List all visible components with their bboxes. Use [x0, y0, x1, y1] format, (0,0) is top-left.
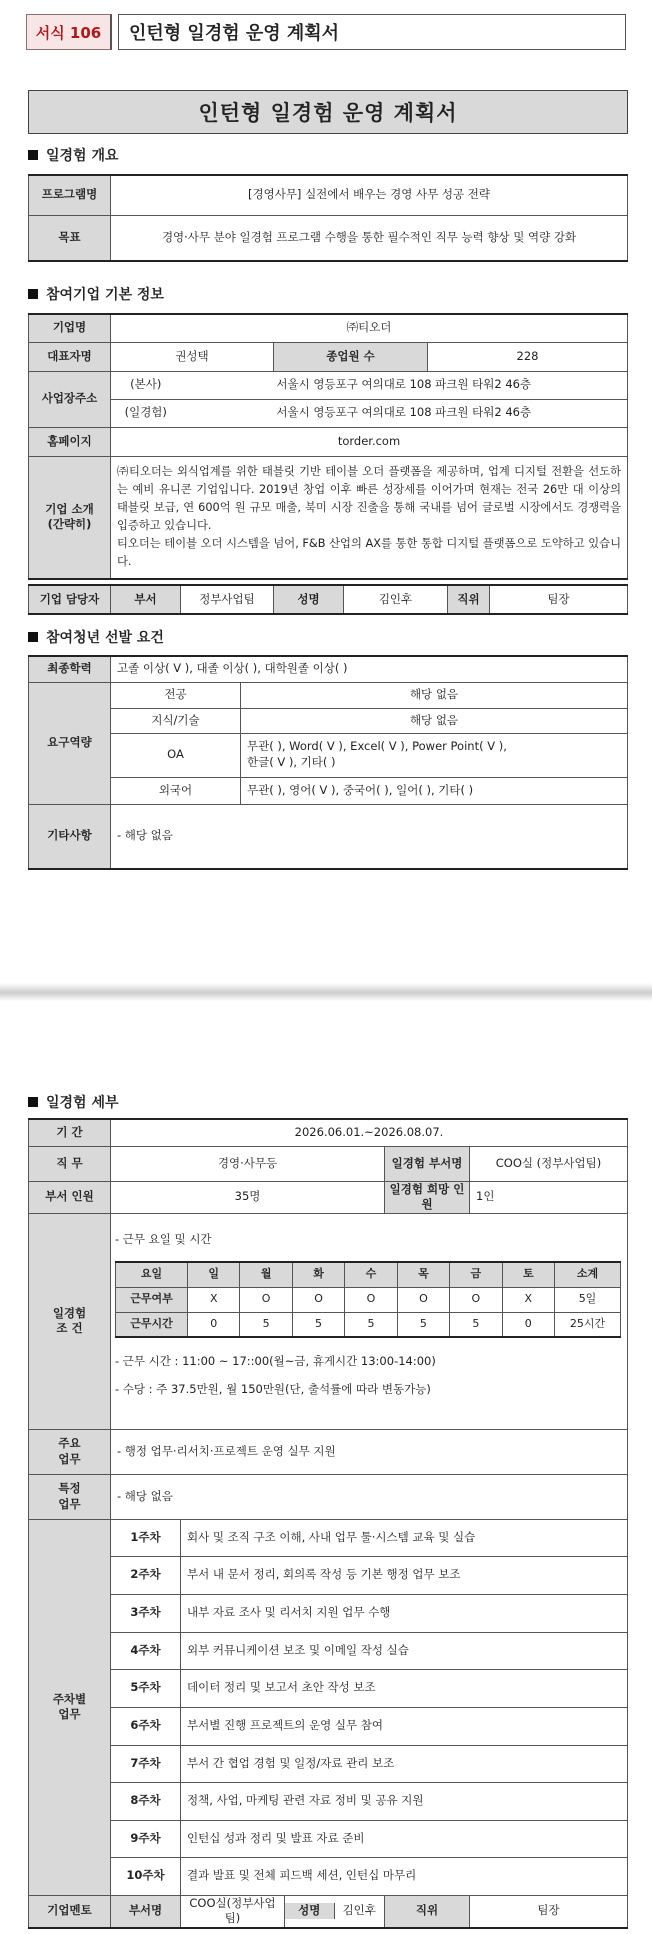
work-time: - 근무 시간 : 11:00 ~ 17::00(월~금, 휴게시간 13:00-14:00) — [115, 1354, 436, 1369]
form-number: 서식 106 — [26, 14, 112, 50]
manager-name-value: 김인후 — [344, 585, 448, 614]
conditions-label: 일경험 조 건 — [29, 1213, 111, 1429]
mentor-position-value: 팀장 — [470, 1895, 628, 1928]
week-number: 10주차 — [111, 1857, 181, 1895]
weekly-label: 주차별 업무 — [29, 1519, 111, 1895]
mentor-name-value: 김인후 — [342, 1903, 376, 1918]
mentor-name-group — [285, 1895, 385, 1928]
week-task: 내부 자료 조사 및 리서치 지원 업무 수행 — [181, 1594, 628, 1632]
schedule-header: 화 — [292, 1262, 344, 1287]
manager-name-label: 성명 — [274, 585, 344, 614]
week-row — [29, 1519, 628, 1556]
hq-address: 서울시 영등포구 여의대로 108 파크원 타워2 46층 — [181, 371, 628, 399]
schedule-cell: 0 — [502, 1312, 554, 1337]
week-row — [29, 1556, 628, 1594]
manager-position-label: 직위 — [448, 585, 490, 614]
duty-label: 직 무 — [29, 1146, 111, 1181]
period-value: 2026.06.01.~2026.08.07. — [111, 1119, 628, 1146]
week-task: 정책, 사업, 마케팅 관련 자료 정비 및 공유 지원 — [181, 1782, 628, 1820]
intro-label: 기업 소개 (간략히) — [29, 456, 111, 579]
overview-table — [28, 174, 628, 262]
week-task: 데이터 정리 및 보고서 초안 작성 보조 — [181, 1669, 628, 1707]
schedule-cell: 근무여부 — [116, 1287, 188, 1312]
ceo-label: 대표자명 — [29, 342, 111, 371]
program-value: [경영사무] 실전에서 배우는 경영 사무 성공 전략 — [111, 175, 628, 215]
schedule-header: 일 — [188, 1262, 240, 1287]
week-task: 회사 및 조직 구조 이해, 사내 업무 툴·시스템 교육 및 실습 — [181, 1519, 628, 1556]
mentor-name-label: 성명 — [285, 1903, 335, 1919]
schedule-cell: 5일 — [555, 1287, 621, 1312]
homepage-link[interactable]: torder.com — [111, 427, 628, 456]
company-name-label: 기업명 — [29, 314, 111, 342]
mentor-position-label: 직위 — [385, 1895, 470, 1928]
week-task: 부서 내 문서 정리, 회의록 작성 등 기본 행정 업무 보조 — [181, 1556, 628, 1594]
week-number: 6주차 — [111, 1707, 181, 1745]
want-value: 1인 — [470, 1181, 628, 1213]
week-number: 5주차 — [111, 1669, 181, 1707]
main-duty-label: 주요 업무 — [29, 1429, 111, 1474]
week-row — [29, 1782, 628, 1820]
staff-label: 부서 인원 — [29, 1181, 111, 1213]
goal-label: 목표 — [29, 215, 111, 261]
language-label: 외국어 — [111, 777, 241, 804]
special-duty-label: 특정 업무 — [29, 1474, 111, 1519]
duty-value: 경영·사무등 — [111, 1146, 385, 1181]
schedule-cell: 25시간 — [555, 1312, 621, 1337]
special-duty-value: - 해당 없음 — [111, 1474, 628, 1519]
main-duty-value: - 행정 업무·리서치·프로젝트 운영 실무 지원 — [111, 1429, 628, 1474]
conditions-cell — [111, 1213, 628, 1429]
want-label: 일경험 희망 인원 — [385, 1181, 470, 1213]
site-label: (일경험) — [111, 399, 181, 427]
address-label: 사업장주소 — [29, 371, 111, 427]
schedule-cell: O — [397, 1287, 449, 1312]
schedule-table — [115, 1261, 621, 1338]
employees-label: 종업원 수 — [274, 342, 428, 371]
week-row — [29, 1857, 628, 1895]
week-task: 부서 간 협업 경험 및 일정/자료 관리 보조 — [181, 1745, 628, 1782]
schedule-header: 금 — [450, 1262, 502, 1287]
square-bullet-icon — [28, 150, 38, 160]
schedule-cell: X — [188, 1287, 240, 1312]
details-table — [28, 1118, 628, 1929]
site-address: 서울시 영등포구 여의대로 108 파크원 타워2 46층 — [181, 399, 628, 427]
goal-value: 경영·사무 분야 일경험 프로그램 수행을 통한 필수적인 직무 능력 향상 및 역량 강화 — [111, 215, 628, 261]
week-task: 외부 커뮤니케이션 보조 및 이메일 작성 실습 — [181, 1632, 628, 1669]
week-number: 2주차 — [111, 1556, 181, 1594]
company-table — [28, 313, 628, 580]
language-value: 무관( ), 영어( V ), 중국어( ), 일어( ), 기타( ) — [241, 777, 628, 804]
company-intro-p1: ㈜티오더는 외식업계를 위한 태블릿 기반 테이블 오더 플랫폼을 제공하며, 업계 디지털 전환을 선도하는 예비 유니콘 기업입니다. 2019년 창업 이후 빠른 성장세를 이어가며 현재는 전국 26만 대 이상의 태블릿 보급, 연 600억 원 규모 매출, 북미 시장 진출을 통해 국내를 넘어 글로벌 시장에서도 경쟁력을 입증하고 있습니다. — [117, 465, 621, 533]
schedule-header: 요일 — [116, 1262, 188, 1287]
section-heading-overview: 일경험 개요 — [28, 145, 119, 165]
schedule-cell: 5 — [345, 1312, 397, 1337]
square-bullet-icon — [28, 289, 38, 299]
other-label: 기타사항 — [29, 804, 111, 869]
week-row — [29, 1632, 628, 1669]
schedule-cell: O — [345, 1287, 397, 1312]
dept-label: 일경험 부서명 — [385, 1146, 470, 1181]
square-bullet-icon — [28, 632, 38, 642]
schedule-row-workday — [116, 1287, 621, 1312]
schedule-row-hours — [116, 1312, 621, 1337]
page-2 — [0, 1001, 652, 1934]
form-title: 인턴형 일경험 운영 계획서 — [118, 14, 626, 50]
pay-info: - 수당 : 주 37.5만원, 월 150만원(단, 출석률에 따라 변동가능) — [115, 1381, 431, 1396]
schedule-cell: O — [240, 1287, 292, 1312]
week-number: 9주차 — [111, 1820, 181, 1857]
section-heading-company: 참여기업 기본 정보 — [28, 284, 164, 304]
week-number: 8주차 — [111, 1782, 181, 1820]
schedule-cell: 0 — [188, 1312, 240, 1337]
schedule-header: 월 — [240, 1262, 292, 1287]
schedule-cell: 근무시간 — [116, 1312, 188, 1337]
week-row — [29, 1707, 628, 1745]
section-heading-details: 일경험 세부 — [28, 1092, 119, 1112]
square-bullet-icon — [28, 1097, 38, 1107]
mentor-dept-label: 부서명 — [111, 1895, 181, 1928]
week-number: 4주차 — [111, 1632, 181, 1669]
mentor-dept-value: COO실(정부사업팀) — [181, 1895, 285, 1928]
schedule-cell: 5 — [292, 1312, 344, 1337]
schedule-cell: O — [450, 1287, 502, 1312]
manager-dept-value: 정부사업팀 — [181, 585, 274, 614]
week-row — [29, 1594, 628, 1632]
oa-value: 무관( ), Word( V ), Excel( V ), Power Point( V ), 한글( V ), 기타( ) — [241, 733, 628, 777]
education-label: 최종학력 — [29, 656, 111, 682]
schedule-header: 소계 — [555, 1262, 621, 1287]
company-manager-table — [28, 584, 628, 615]
ceo-value: 권성택 — [111, 342, 274, 371]
competency-label: 요구역량 — [29, 682, 111, 804]
week-row — [29, 1669, 628, 1707]
other-value: - 해당 없음 — [111, 804, 628, 869]
skill-label: 지식/기술 — [111, 708, 241, 733]
week-number: 1주차 — [111, 1519, 181, 1556]
schedule-header: 수 — [345, 1262, 397, 1287]
week-number: 7주차 — [111, 1745, 181, 1782]
schedule-cell: X — [502, 1287, 554, 1312]
manager-position-value: 팀장 — [490, 585, 628, 614]
week-task: 부서별 진행 프로젝트의 운영 실무 참여 — [181, 1707, 628, 1745]
schedule-cell: O — [292, 1287, 344, 1312]
skill-value: 해당 없음 — [241, 708, 628, 733]
period-label: 기 간 — [29, 1119, 111, 1146]
mentor-label: 기업멘토 — [29, 1895, 111, 1928]
homepage-label: 홈페이지 — [29, 427, 111, 456]
program-label: 프로그램명 — [29, 175, 111, 215]
schedule-cell: 5 — [240, 1312, 292, 1337]
schedule-intro: - 근무 요일 및 시간 — [115, 1231, 212, 1246]
form-header — [26, 14, 626, 50]
week-number: 3주차 — [111, 1594, 181, 1632]
major-value: 해당 없음 — [241, 682, 628, 708]
dept-value: COO실 (정부사업팀) — [470, 1146, 628, 1181]
week-task: 인턴십 성과 정리 및 발표 자료 준비 — [181, 1820, 628, 1857]
manager-dept-label: 부서 — [111, 585, 181, 614]
schedule-header: 목 — [397, 1262, 449, 1287]
company-intro-p2: 티오더는 테이블 오더 시스템을 넘어, F&B 산업의 AX를 통한 통합 디지털 플랫폼으로 도약하고 있습니다. — [117, 537, 621, 569]
week-row — [29, 1745, 628, 1782]
oa-label: OA — [111, 733, 241, 777]
hq-label: (본사) — [111, 371, 181, 399]
schedule-cell: 5 — [450, 1312, 502, 1337]
employees-value: 228 — [428, 342, 628, 371]
week-task: 결과 발표 및 전체 피드백 세션, 인턴십 마무리 — [181, 1857, 628, 1895]
staff-value: 35명 — [111, 1181, 385, 1213]
company-intro — [111, 456, 628, 579]
schedule-cell: 5 — [397, 1312, 449, 1337]
page-title: 인턴형 일경험 운영 계획서 — [28, 90, 628, 134]
education-value: 고졸 이상( V ), 대졸 이상( ), 대학원졸 이상( ) — [111, 656, 628, 682]
manager-label: 기업 담당자 — [29, 585, 111, 614]
major-label: 전공 — [111, 682, 241, 708]
mentor-row — [29, 1895, 628, 1928]
page-separator — [0, 983, 652, 1001]
company-name-value: ㈜티오더 — [111, 314, 628, 342]
section-heading-requirements: 참여청년 선발 요건 — [28, 627, 164, 647]
week-row — [29, 1820, 628, 1857]
schedule-header: 토 — [502, 1262, 554, 1287]
requirements-table — [28, 655, 628, 870]
schedule-header-row — [116, 1262, 621, 1287]
